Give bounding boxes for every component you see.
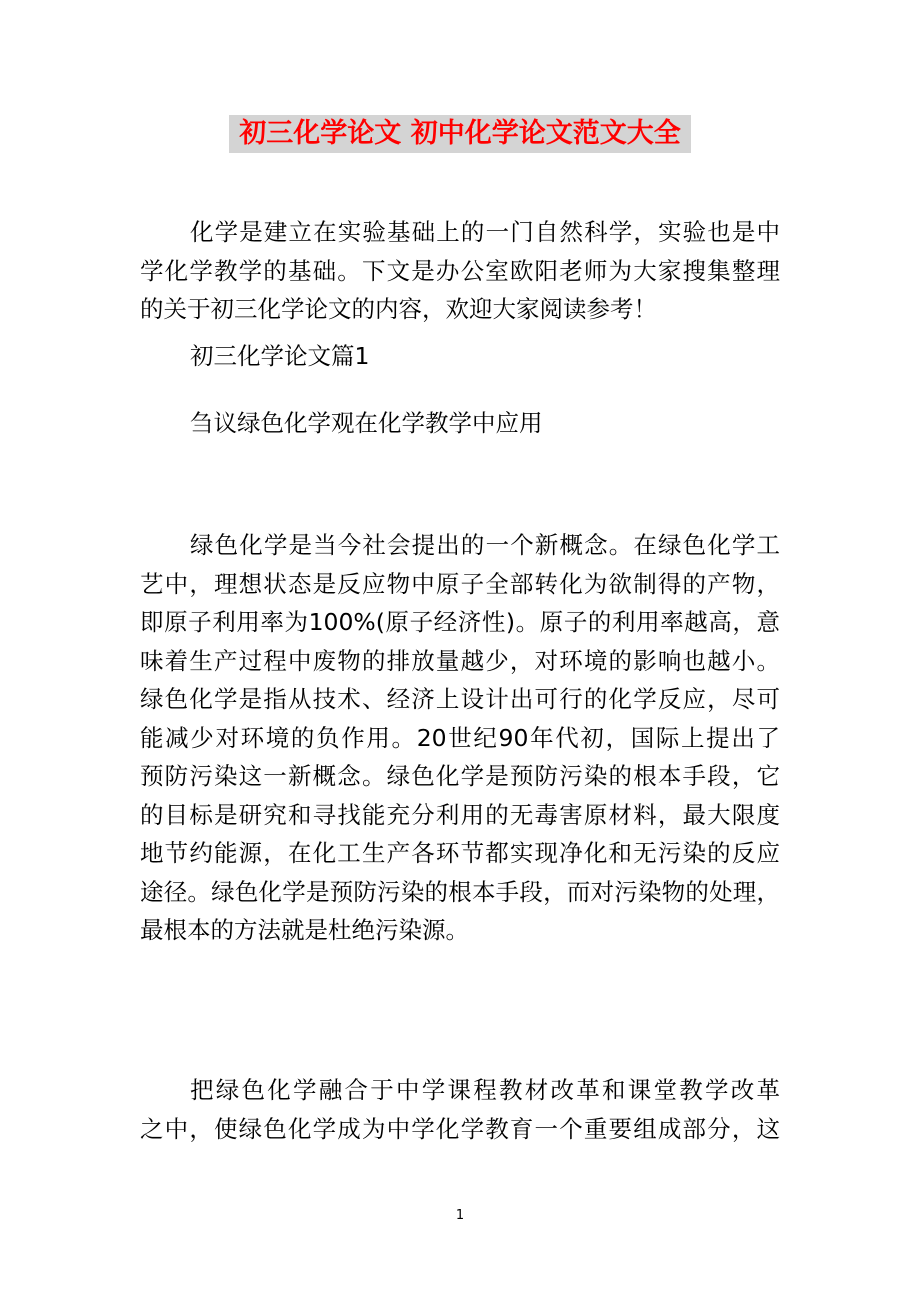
paragraph-2: [140, 526, 780, 950]
section-subtitle-block: [140, 404, 780, 443]
text-line: 把绿色化学融合于中学课程教材改革和课堂教学改革: [190, 1076, 780, 1104]
text-line: 地节约能源，在化工生产各环节都实现净化和无污染的反应: [140, 839, 780, 867]
text-line: 的关于初三化学论文的内容，欢迎大家阅读参考！: [140, 295, 657, 323]
text-line: 艺中，理想状态是反应物中原子全部转化为欲制得的产物，: [140, 569, 780, 598]
text-line: 学化学教学的基础。下文是办公室欧阳老师为大家搜集整理: [140, 256, 780, 285]
intro-paragraph: [140, 213, 780, 329]
paragraph-3: [140, 1071, 780, 1148]
text-line: 之中，使绿色化学成为中学化学教育一个重要组成部分，这: [140, 1114, 780, 1143]
text-line: 化学是建立在实验基础上的一门自然科学，实验也是中: [190, 218, 780, 246]
text-line: 能减少对环境的负作用。20世纪90年代初，国际上提出了: [140, 723, 780, 752]
document-title: 初三化学论文 初中化学论文范文大全: [229, 115, 691, 153]
text-line: 的目标是研究和寻找能充分利用的无毒害原材料，最大限度: [140, 800, 780, 829]
section-heading: 初三化学论文篇1: [190, 342, 370, 370]
text-line: 味着生产过程中废物的排放量越少，对环境的影响也越小。: [140, 646, 780, 675]
section-heading-block: [140, 337, 780, 376]
text-line: 绿色化学是指从技术、经济上设计出可行的化学反应，尽可: [140, 685, 780, 713]
text-line: 途径。绿色化学是预防污染的根本手段，而对污染物的处理，: [140, 877, 780, 906]
page-number: 1: [455, 1208, 465, 1223]
section-subtitle: 刍议绿色化学观在化学教学中应用: [190, 409, 543, 437]
text-line: 预防污染这一新概念。绿色化学是预防污染的根本手段，它: [140, 762, 780, 790]
text-line: 最根本的方法就是杜绝污染源。: [140, 916, 469, 944]
text-line: 绿色化学是当今社会提出的一个新概念。在绿色化学工: [190, 531, 780, 559]
text-line: 即原子利用率为100%(原子经济性)。原子的利用率越高，意: [140, 608, 780, 636]
